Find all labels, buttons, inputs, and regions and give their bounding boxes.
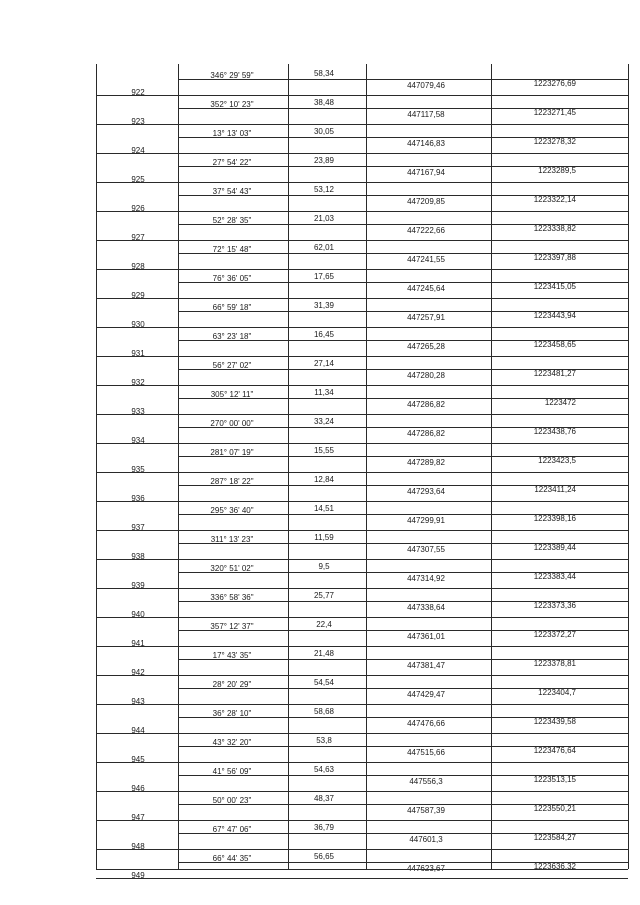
coordinate-y: 1223338,82 (533, 224, 576, 233)
point-number: 939 (131, 581, 145, 590)
column-line (288, 64, 289, 869)
bearing-angle: 287° 18' 22" (210, 477, 254, 486)
bearing-angle: 270° 00' 00" (210, 419, 254, 428)
point-number: 946 (131, 784, 145, 793)
segment-distance: 62,01 (313, 243, 335, 252)
point-number: 925 (131, 175, 145, 184)
coordinate-x: 447601,3 (409, 835, 443, 844)
bearing-angle: 52° 28' 35" (212, 216, 252, 225)
coordinate-x: 447289,82 (407, 458, 445, 467)
segment-distance: 14,51 (313, 504, 335, 513)
bearing-angle: 50° 00' 23" (212, 796, 252, 805)
segment-distance: 58,34 (313, 69, 335, 78)
coordinate-y: 1223398,16 (533, 514, 576, 523)
row-separator (96, 124, 628, 125)
point-number: 948 (131, 842, 145, 851)
row-separator (96, 501, 628, 502)
segment-distance: 36,79 (313, 823, 335, 832)
coordinate-x: 447293,64 (407, 487, 445, 496)
point-number: 926 (131, 204, 145, 213)
row-separator (96, 385, 628, 386)
segment-distance: 33,24 (313, 417, 335, 426)
segment-distance: 30,05 (313, 127, 335, 136)
bearing-angle: 305° 12' 11" (210, 390, 254, 399)
segment-distance: 58,68 (313, 707, 335, 716)
bearing-angle: 66° 59' 18" (212, 303, 252, 312)
table-bottom-line (96, 869, 628, 870)
bearing-angle: 13° 13' 03" (212, 129, 252, 138)
coordinate-y: 1223476,64 (533, 746, 576, 755)
point-number: 940 (131, 610, 145, 619)
coordinate-x: 447429,47 (407, 690, 445, 699)
segment-distance: 17,65 (313, 272, 335, 281)
segment-distance: 11,34 (314, 388, 334, 397)
row-separator (96, 269, 628, 270)
segment-distance: 25,77 (313, 591, 335, 600)
coordinate-x: 447146,83 (407, 139, 445, 148)
coordinate-x: 447623,67 (407, 864, 445, 873)
point-number: 929 (131, 291, 145, 300)
row-separator (96, 559, 628, 560)
row-separator (96, 327, 628, 328)
segment-distance: 12,84 (313, 475, 335, 484)
segment-distance: 56,65 (313, 852, 335, 861)
bearing-angle: 41° 56' 09" (212, 767, 252, 776)
point-number: 923 (131, 117, 145, 126)
row-separator (96, 820, 628, 821)
coordinate-x: 447299,91 (407, 516, 445, 525)
row-separator (96, 878, 628, 879)
coordinate-x: 447476,66 (407, 719, 445, 728)
coordinate-y: 1223373,36 (533, 601, 576, 610)
bearing-angle: 17° 43' 35" (212, 651, 252, 660)
segment-distance: 23,89 (313, 156, 335, 165)
coordinate-x: 447307,55 (407, 545, 445, 554)
segment-distance: 21,03 (313, 214, 335, 223)
segment-distance: 11,59 (314, 533, 334, 542)
row-separator (96, 762, 628, 763)
point-number: 945 (131, 755, 145, 764)
coordinate-x: 447222,66 (407, 226, 445, 235)
coordinate-y: 1223404,7 (538, 688, 576, 697)
bearing-angle: 27° 54' 22" (212, 158, 252, 167)
row-separator (96, 588, 628, 589)
coordinate-x: 447209,85 (407, 197, 445, 206)
coordinate-x: 447245,64 (407, 284, 445, 293)
point-number: 942 (131, 668, 145, 677)
coordinate-y: 1223372,27 (533, 630, 576, 639)
bearing-angle: 36° 28' 10" (212, 709, 252, 718)
point-number: 937 (131, 523, 145, 532)
segment-distance: 16,45 (313, 330, 335, 339)
coordinate-x: 447117,58 (407, 110, 445, 119)
row-separator (96, 298, 628, 299)
coordinate-y: 1223378,81 (533, 659, 576, 668)
segment-distance: 27,14 (313, 359, 335, 368)
segment-distance: 54,54 (313, 678, 335, 687)
point-number: 922 (131, 88, 145, 97)
column-line (178, 64, 179, 869)
bearing-angle: 67° 47' 06" (212, 825, 252, 834)
coordinate-y: 1223481,27 (533, 369, 576, 378)
coordinate-y: 1223276,69 (533, 79, 576, 88)
coordinate-y: 1223423,5 (538, 456, 576, 465)
point-number: 936 (131, 494, 145, 503)
row-separator (96, 733, 628, 734)
row-separator (96, 849, 628, 850)
bearing-angle: 346° 29' 59" (210, 71, 254, 80)
column-line (366, 64, 367, 869)
row-separator (96, 240, 628, 241)
coordinate-y: 1223322,14 (533, 195, 576, 204)
row-separator (96, 617, 628, 618)
coordinate-x: 447314,92 (407, 574, 445, 583)
point-number: 941 (131, 639, 145, 648)
row-separator (96, 472, 628, 473)
bearing-angle: 311° 13' 23" (210, 535, 254, 544)
row-separator (96, 211, 628, 212)
bearing-angle: 352° 10' 23" (210, 100, 254, 109)
row-separator (96, 704, 628, 705)
coordinate-x: 447079,46 (407, 81, 445, 90)
point-number: 949 (131, 871, 145, 880)
column-line (628, 64, 629, 869)
point-number: 943 (131, 697, 145, 706)
point-number: 932 (131, 378, 145, 387)
bearing-angle: 43° 32' 20" (212, 738, 252, 747)
point-number: 927 (131, 233, 145, 242)
point-number: 935 (131, 465, 145, 474)
segment-distance: 54,63 (313, 765, 335, 774)
row-separator (96, 675, 628, 676)
column-line (96, 64, 97, 869)
coordinate-x: 447265,28 (407, 342, 445, 351)
coordinate-y: 1223411,24 (534, 485, 576, 494)
bearing-angle: 295° 36' 40" (210, 506, 254, 515)
coordinate-y: 1223438,76 (533, 427, 576, 436)
bearing-angle: 63° 23' 18" (212, 332, 252, 341)
point-number: 938 (131, 552, 145, 561)
bearing-angle: 72° 15' 48" (212, 245, 252, 254)
segment-distance: 38,48 (313, 98, 335, 107)
coordinate-x: 447280,28 (407, 371, 445, 380)
coordinate-y: 1223397,88 (533, 253, 576, 262)
coordinate-x: 447361,01 (407, 632, 445, 641)
bearing-angle: 357° 12' 37" (210, 622, 254, 631)
bearing-angle: 281° 07' 19" (210, 448, 254, 457)
point-number: 924 (131, 146, 145, 155)
segment-distance: 48,37 (313, 794, 335, 803)
coordinate-y: 1223439,58 (533, 717, 576, 726)
bearing-angle: 336° 58' 36" (210, 593, 254, 602)
point-number: 931 (131, 349, 145, 358)
coordinate-x: 447286,82 (407, 400, 445, 409)
coordinate-x: 447257,91 (407, 313, 445, 322)
segment-distance: 31,39 (313, 301, 335, 310)
coordinate-x: 447381,47 (407, 661, 445, 670)
segment-distance: 9,5 (318, 562, 330, 571)
bearing-angle: 37° 54' 43" (212, 187, 252, 196)
row-separator (96, 356, 628, 357)
bearing-angle: 56° 27' 02" (212, 361, 252, 370)
coordinate-y: 1223472 (544, 398, 576, 407)
coordinate-x: 447338,64 (407, 603, 445, 612)
segment-distance: 22,4 (316, 620, 332, 629)
segment-distance: 53,8 (316, 736, 332, 745)
segment-distance: 21,48 (313, 649, 335, 658)
point-number: 944 (131, 726, 145, 735)
coordinate-y: 1223458,65 (533, 340, 576, 349)
row-separator (96, 414, 628, 415)
coordinate-x: 447286,82 (407, 429, 445, 438)
point-number: 933 (131, 407, 145, 416)
coordinate-y: 1223415,05 (533, 282, 576, 291)
row-separator (96, 791, 628, 792)
bearing-angle: 28° 20' 29" (212, 680, 252, 689)
point-number: 947 (131, 813, 145, 822)
coordinate-y: 1223584,27 (533, 833, 576, 842)
row-separator (96, 153, 628, 154)
bearing-angle: 320° 51' 02" (210, 564, 254, 573)
coordinate-x: 447556,3 (409, 777, 443, 786)
row-separator (96, 95, 628, 96)
coordinate-y: 1223389,44 (533, 543, 576, 552)
row-separator (96, 530, 628, 531)
coordinate-y: 1223550,21 (533, 804, 576, 813)
coordinate-y: 1223443,94 (533, 311, 576, 320)
bearing-angle: 66° 44' 35" (212, 854, 252, 863)
point-number: 928 (131, 262, 145, 271)
point-number: 930 (131, 320, 145, 329)
coordinate-y: 1223271,45 (533, 108, 576, 117)
coordinate-y: 1223383,44 (533, 572, 576, 581)
row-separator (96, 646, 628, 647)
coordinate-x: 447587,39 (407, 806, 445, 815)
segment-distance: 53,12 (313, 185, 335, 194)
coordinate-y: 1223278,32 (533, 137, 576, 146)
bearing-angle: 76° 36' 05" (212, 274, 252, 283)
coordinate-y: 1223636,32 (533, 862, 576, 871)
coordinate-y: 1223513,15 (533, 775, 576, 784)
segment-distance: 15,55 (313, 446, 335, 455)
point-number: 934 (131, 436, 145, 445)
row-separator (96, 182, 628, 183)
coordinate-x: 447167,94 (407, 168, 445, 177)
row-separator (96, 443, 628, 444)
coordinate-x: 447241,55 (407, 255, 445, 264)
coordinate-x: 447515,66 (407, 748, 445, 757)
coordinate-y: 1223289,5 (538, 166, 576, 175)
